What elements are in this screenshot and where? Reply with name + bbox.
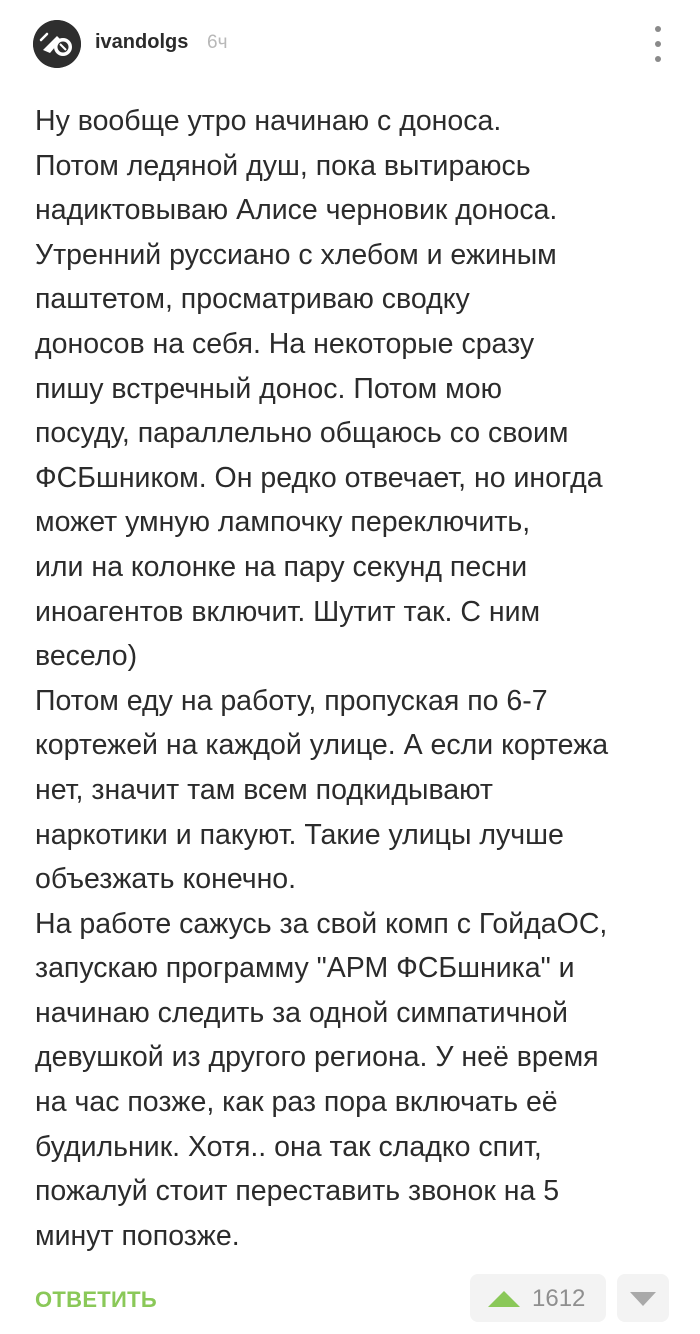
downvote-button[interactable] (617, 1274, 669, 1322)
more-dot (655, 56, 661, 62)
reply-button[interactable]: ОТВЕТИТЬ (35, 1287, 158, 1312)
comment-line: начинаю следить за одной симпатичной (35, 996, 568, 1029)
downvote-triangle-icon (629, 1291, 657, 1307)
comment-line: запускаю программу "АРМ ФСБшника" и (35, 952, 575, 985)
comment-line: объезжать конечно. (35, 863, 297, 896)
avatar-logo-icon (33, 20, 81, 68)
avatar[interactable] (33, 20, 81, 68)
comment-header (33, 20, 670, 68)
comment-line: На работе сажусь за свой комп с ГойдаОС, (35, 907, 608, 940)
comment-time: 6ч (207, 32, 228, 53)
comment-line: на час позже, как раз пора включать её (35, 1086, 558, 1119)
comment-line: наркотики и пакуют. Такие улицы лучше (35, 818, 564, 851)
more-dot (655, 41, 661, 47)
upvote-triangle-icon (487, 1290, 521, 1308)
comment-line: будильник. Хотя.. она так сладко спит, (35, 1130, 542, 1163)
comment-line: пожалуй стоит переставить звонок на 5 (35, 1175, 560, 1208)
rating-value: 1612 (532, 1285, 586, 1312)
more-vertical-icon[interactable] (646, 26, 670, 62)
more-dot (655, 26, 661, 32)
comment-line: минут попозже. (35, 1219, 240, 1252)
comment-line: ФСБшником. Он редко отвечает, но иногда (35, 461, 603, 494)
upvote-button[interactable] (470, 1274, 606, 1322)
comment-line: весело) (35, 640, 138, 673)
author-name[interactable]: ivandolgs (95, 31, 189, 53)
comment-line: посуду, параллельно общаюсь со своим (35, 417, 569, 450)
comment-text (35, 99, 675, 1258)
comment-line: нет, значит там всем подкидывают (35, 773, 493, 806)
comment-line: иноагентов включит. Шутит так. С ним (35, 595, 541, 628)
comment-line: Ну вообще утро начинаю с доноса. (35, 105, 502, 137)
comment-line: может умную лампочку переключить, (35, 506, 531, 539)
comment-line: Утренний руссиано с хлебом и ежиным (35, 238, 557, 271)
comment-line: Потом еду на работу, пропуская по 6-7 (35, 684, 548, 717)
comment-line: надиктовываю Алисе черновик доноса. (35, 194, 558, 227)
comment-line: Потом ледяной душ, пока вытираюсь (35, 149, 531, 182)
comment-line: девушкой из другого региона. У неё время (35, 1041, 599, 1074)
comment-footer (35, 1274, 670, 1324)
comment-line: пишу встречный донос. Потом мою (35, 372, 502, 405)
comment-line: паштетом, просматриваю сводку (35, 283, 470, 316)
comment-line: кортежей на каждой улице. А если кортежа (35, 729, 609, 762)
comment-line: или на колонке на пару секунд песни (35, 550, 528, 583)
comment-line: доносов на себя. На некоторые сразу (35, 327, 535, 360)
